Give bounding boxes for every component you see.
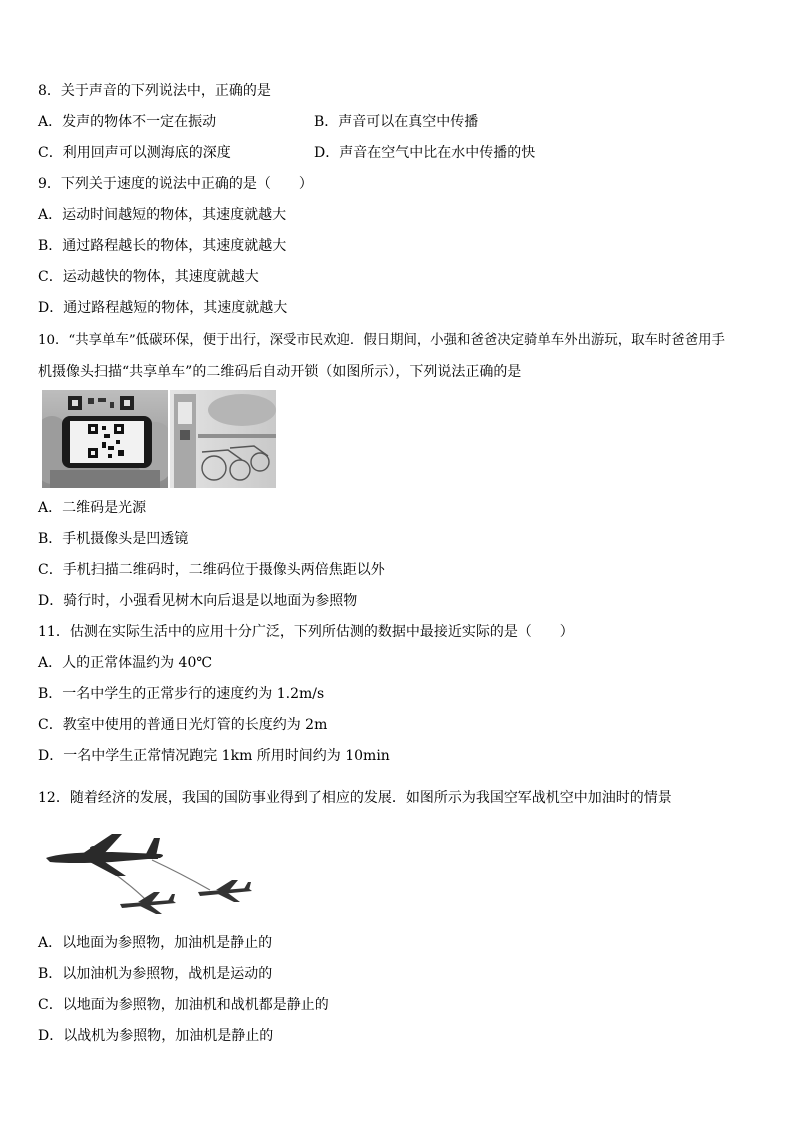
q9-option-d: D．通过路程越短的物体，其速度就越大: [38, 300, 288, 316]
q10-option-a: A．二维码是光源: [38, 500, 147, 516]
q9-option-a: A．运动时间越短的物体，其速度就越大: [38, 207, 287, 223]
q11-stem: 11．估测在实际生活中的应用十分广泛，下列所估测的数据中最接近实际的是（ ）: [38, 624, 574, 640]
q11-option-a: A．人的正常体温约为 40℃: [38, 655, 213, 671]
q9-option-b: B．通过路程越长的物体，其速度就越大: [38, 238, 287, 254]
q10-option-b: B．手机摄像头是凹透镜: [38, 531, 189, 547]
q12-option-d: D．以战机为参照物，加油机是静止的: [38, 1028, 274, 1044]
q8-stem: 8．关于声音的下列说法中，正确的是: [38, 83, 271, 99]
q11-option-b: B．一名中学生的正常步行的速度约为 1.2m/s: [38, 686, 325, 702]
q10-option-d: D．骑行时，小强看见树木向后退是以地面为参照物: [38, 593, 358, 609]
q10-stem-line-1: 10．“共享单车”低碳环保，便于出行，深受市民欢迎．假日期间，小强和爸爸决定骑单车外出游玩，取车时爸爸用手: [38, 333, 725, 348]
q9-option-c: C．运动越快的物体，其速度就越大: [38, 269, 259, 285]
q11-option-c: C．教室中使用的普通日光灯管的长度约为 2m: [38, 717, 328, 733]
q9-stem: 9．下列关于速度的说法中正确的是（ ）: [38, 176, 313, 192]
q10-figure-qr-bike: [42, 390, 276, 488]
q8-option-b: B．声音可以在真空中传播: [314, 114, 479, 130]
q12-stem: 12．随着经济的发展，我国的国防事业得到了相应的发展．如图所示为我国空军战机空中加油时的情景: [38, 790, 672, 806]
q10-stem-line-2: 机摄像头扫描“共享单车”的二维码后自动开锁（如图所示），下列说法正确的是: [38, 364, 522, 380]
q11-option-d: D．一名中学生正常情况跑完 1km 所用时间约为 10min: [38, 748, 390, 764]
q12-option-c: C．以地面为参照物，加油机和战机都是静止的: [38, 997, 329, 1013]
q12-option-b: B．以加油机为参照物，战机是运动的: [38, 966, 273, 982]
q12-figure-refueling-aircraft: [42, 830, 254, 916]
q10-option-c: C．手机扫描二维码时，二维码位于摄像头两倍焦距以外: [38, 562, 385, 578]
q8-option-c: C．利用回声可以测海底的深度: [38, 145, 231, 161]
q8-option-a: A．发声的物体不一定在振动: [38, 114, 217, 130]
q8-option-d: D．声音在空气中比在水中传播的快: [314, 145, 536, 161]
q12-option-a: A．以地面为参照物，加油机是静止的: [38, 935, 273, 951]
